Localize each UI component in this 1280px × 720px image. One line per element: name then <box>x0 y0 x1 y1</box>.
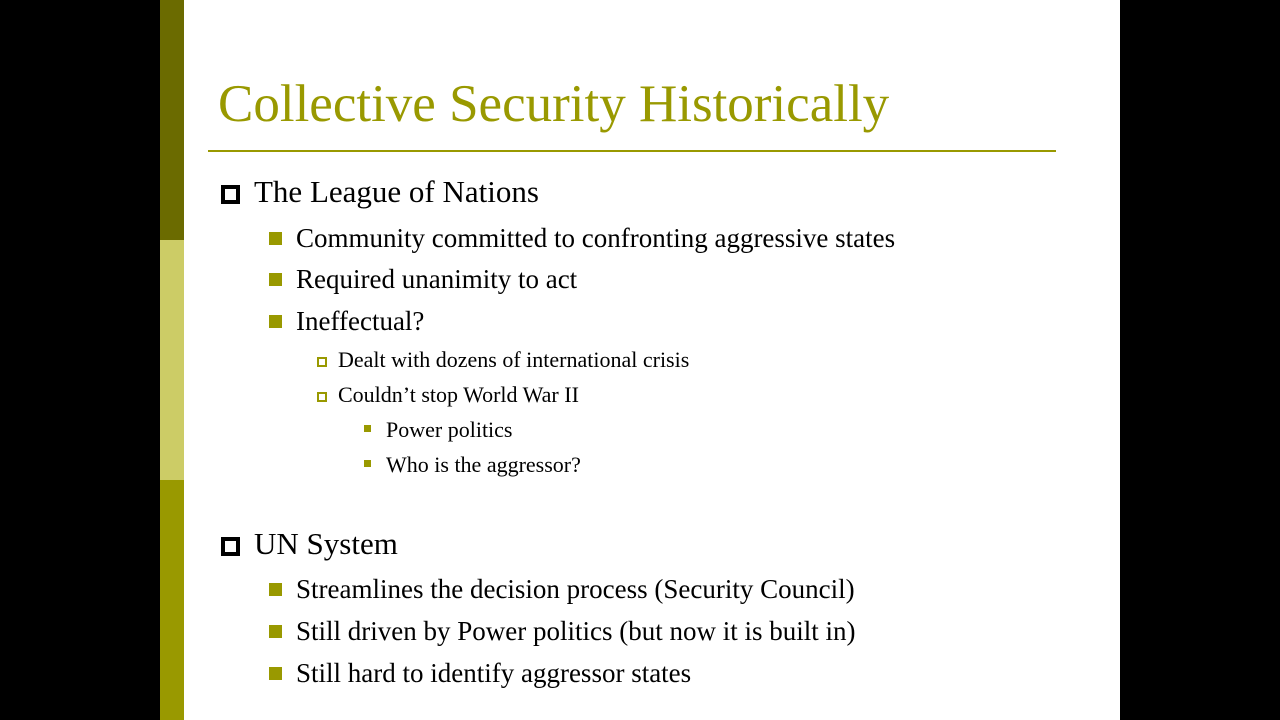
section-heading-league: The League of Nations <box>254 174 539 209</box>
square-bullet-icon <box>269 315 282 328</box>
small-square-bullet-icon <box>364 460 371 467</box>
point-hard-identify: Still hard to identify aggressor states <box>296 658 692 688</box>
subsubpoint-aggressor: Who is the aggressor? <box>386 452 581 477</box>
slide-title: Collective Security Historically <box>218 75 890 133</box>
point-unanimity: Required unanimity to act <box>296 264 578 294</box>
hollow-square-bullet-icon <box>317 392 327 402</box>
subpoint-world-war: Couldn’t stop World War II <box>338 382 579 407</box>
subpoint-dozens-crisis: Dealt with dozens of international crisis <box>338 347 690 372</box>
hollow-square-bullet-icon <box>221 185 240 204</box>
slide <box>160 0 1120 720</box>
hollow-square-bullet-icon <box>317 357 327 367</box>
square-bullet-icon <box>269 667 282 680</box>
point-community: Community committed to confronting aggressive states <box>296 223 896 253</box>
square-bullet-icon <box>269 232 282 245</box>
square-bullet-icon <box>269 625 282 638</box>
section-heading-un: UN System <box>254 526 398 561</box>
title-underline <box>208 150 1056 152</box>
square-bullet-icon <box>269 583 282 596</box>
point-power-politics: Still driven by Power politics (but now it is built in) <box>296 616 856 646</box>
square-bullet-icon <box>269 273 282 286</box>
decor-strip-middle <box>160 240 184 480</box>
point-ineffectual: Ineffectual? <box>296 306 425 336</box>
hollow-square-bullet-icon <box>221 537 240 556</box>
point-streamlines: Streamlines the decision process (Security Council) <box>296 574 855 604</box>
small-square-bullet-icon <box>364 425 371 432</box>
subsubpoint-power-politics: Power politics <box>386 417 513 442</box>
decor-strip-top <box>160 0 184 240</box>
decor-strip-bottom <box>160 480 184 720</box>
